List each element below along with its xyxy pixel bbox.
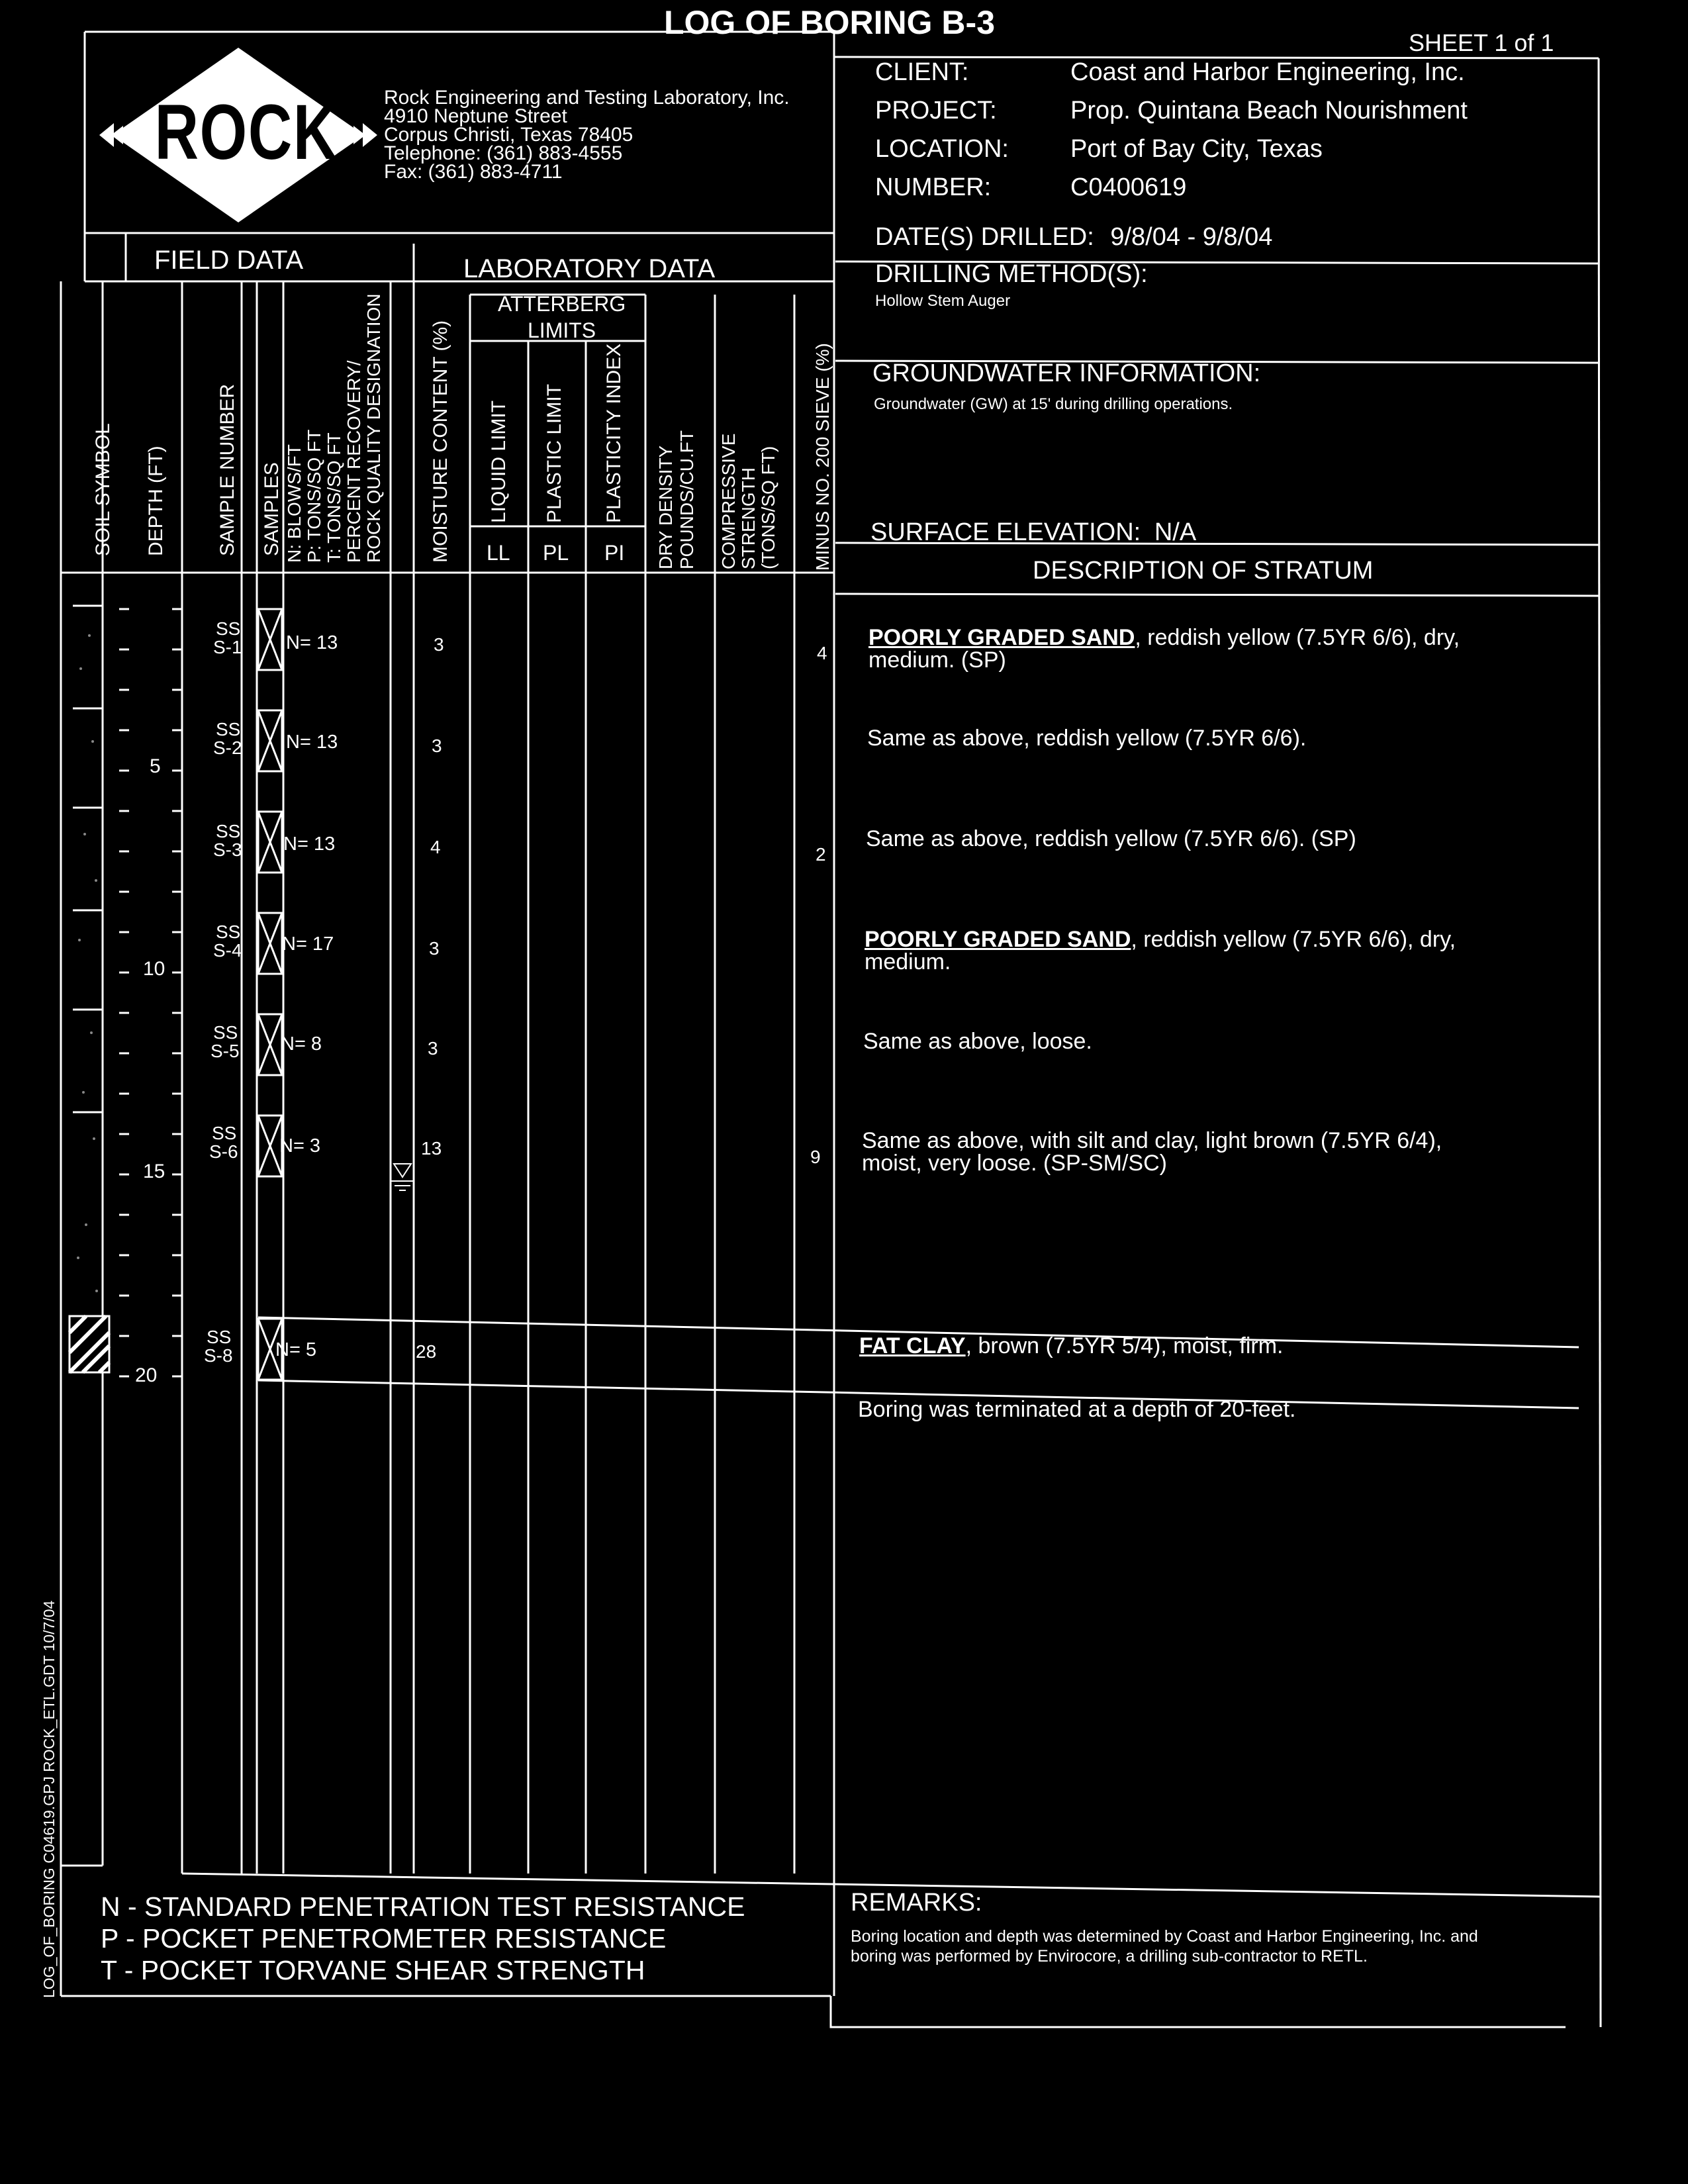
client-label: CLIENT: <box>875 58 969 86</box>
moisture-value: 4 <box>430 837 441 857</box>
page-title: LOG OF BORING B-3 <box>664 4 995 41</box>
sample-id: S-3 <box>213 839 242 860</box>
stratum-line1: Same as above, with silt and clay, light brown (7.5YR 6/4), <box>862 1128 1442 1153</box>
col-field-t: T: TONS/SQ FT <box>324 432 344 563</box>
sample-type: SS <box>207 1327 232 1347</box>
sample-type: SS <box>216 922 241 942</box>
remarks-line1: Boring location and depth was determined by Coast and Harbor Engineering, Inc. and <box>851 1927 1478 1946</box>
project-value: Prop. Quintana Beach Nourishment <box>1070 97 1468 124</box>
number-row <box>875 168 1468 207</box>
drilling-method-label: DRILLING METHOD(S): <box>875 260 1148 288</box>
project-label: PROJECT: <box>875 97 997 124</box>
company-street: 4910 Neptune Street <box>384 105 567 127</box>
stratum-line2: medium. (SP) <box>868 647 1006 673</box>
stratum-description <box>862 1129 1442 1174</box>
stratum-description <box>863 1030 1092 1053</box>
col-field-values <box>285 293 384 563</box>
stratum-description <box>865 928 1456 973</box>
col-dry-density-line1: DRY DENSITY <box>655 445 676 569</box>
sample-id: S-5 <box>211 1041 240 1061</box>
moisture-value: 3 <box>429 938 440 959</box>
stratum-line1: , reddish yellow (7.5YR 6/6), dry, <box>1131 927 1456 952</box>
fat-clay-hatch-symbol <box>70 1316 109 1372</box>
blow-count: N= 13 <box>283 833 336 855</box>
dates-drilled-value: 9/8/04 - 9/8/04 <box>1110 223 1273 251</box>
minus-200-value: 9 <box>810 1147 821 1167</box>
location-value: Port of Bay City, Texas <box>1070 135 1323 163</box>
company-name: Rock Engineering and Testing Laboratory, Inc. <box>384 87 790 109</box>
stratum-line2: moist, very loose. (SP-SM/SC) <box>862 1151 1167 1176</box>
remarks-label: REMARKS: <box>851 1889 982 1917</box>
moisture-value: 13 <box>421 1138 442 1159</box>
file-footer: LOG_OF_BORING C04619.GPJ ROCK_ETL.GDT 10/7/04 <box>40 1600 58 1998</box>
sample-id: S-2 <box>213 737 242 758</box>
stratum-line1: Same as above, reddish yellow (7.5YR 6/6). (SP) <box>866 826 1356 851</box>
legend <box>101 1891 745 1986</box>
stratum-line1: , reddish yellow (7.5YR 6/6), dry, <box>1135 625 1460 650</box>
sample-type: SS <box>212 1123 237 1143</box>
col-compressive <box>719 434 778 569</box>
col-dry-density-line2: POUNDS/CU.FT <box>677 430 697 569</box>
col-compressive-line2: STRENGTH <box>738 467 759 569</box>
col-moisture: MOISTURE CONTENT (%) <box>430 320 451 563</box>
minus-200-value: 2 <box>816 844 826 865</box>
depth-label-15: 15 <box>143 1161 165 1182</box>
surface-elevation-value: N/A <box>1154 518 1197 546</box>
col-plasticity-index: PLASTICITY INDEX <box>603 343 625 523</box>
sample-id: S-4 <box>213 940 242 961</box>
sample-id: S-8 <box>204 1345 233 1366</box>
col-ll-abbrev: LL <box>487 541 510 565</box>
blow-count: N= 13 <box>286 732 338 753</box>
stratum-description <box>868 626 1460 671</box>
col-soil-symbol: SOIL SYMBOL <box>92 423 114 556</box>
depth-label-10: 10 <box>143 958 165 980</box>
blow-count: N= 8 <box>281 1033 322 1055</box>
moisture-value: 3 <box>428 1038 438 1059</box>
company-phone: Telephone: (361) 883-4555 <box>384 142 623 164</box>
stratum-description <box>859 1335 1283 1357</box>
stratum-line1: , brown (7.5YR 5/4), moist, firm. <box>965 1333 1284 1358</box>
col-field-n: N: BLOWS/FT <box>284 444 305 563</box>
col-pi-abbrev: PI <box>604 541 625 565</box>
company-fax: Fax: (361) 883-4711 <box>384 161 563 183</box>
col-dry-density <box>655 430 698 569</box>
legend-p: P - POCKET PENETROMETER RESISTANCE <box>101 1923 667 1954</box>
col-field-p: P: TONS/SQ FT <box>304 429 324 563</box>
stratum-description <box>866 828 1356 850</box>
legend-t: T - POCKET TORVANE SHEAR STRENGTH <box>101 1955 645 1985</box>
stratum-line1: Boring was terminated at a depth of 20-feet. <box>858 1397 1296 1422</box>
company-address <box>384 89 790 181</box>
client-row <box>875 53 1468 91</box>
legend-n: N - STANDARD PENETRATION TEST RESISTANCE <box>101 1891 745 1922</box>
sheet-number: SHEET 1 of 1 <box>1409 29 1554 56</box>
termination-note <box>858 1398 1296 1421</box>
blow-count: N= 13 <box>286 632 338 653</box>
sample-id: S-1 <box>213 637 242 657</box>
blow-count: N= 17 <box>282 933 334 955</box>
blow-count: N= 3 <box>279 1135 321 1157</box>
dates-drilled-label: DATE(S) DRILLED: <box>875 223 1094 251</box>
col-pl-abbrev: PL <box>543 541 569 565</box>
stratum-soil-name: POORLY GRADED SAND <box>865 927 1131 952</box>
col-samples: SAMPLES <box>261 462 283 556</box>
moisture-value: 3 <box>432 736 442 756</box>
stratum-soil-name: POORLY GRADED SAND <box>868 625 1135 650</box>
col-minus-200: MINUS NO. 200 SIEVE (%) <box>812 343 833 571</box>
groundwater-value: Groundwater (GW) at 15' during drilling operations. <box>874 395 1233 413</box>
sample-type: SS <box>216 821 241 841</box>
sample-type: SS <box>216 618 241 639</box>
number-value: C0400619 <box>1070 173 1187 201</box>
atterberg-header-line1: ATTERBERG <box>498 292 626 316</box>
company-city: Corpus Christi, Texas 78405 <box>384 124 633 146</box>
sample-type: SS <box>213 1022 238 1043</box>
stratum-line1: Same as above, reddish yellow (7.5YR 6/6). <box>867 726 1307 751</box>
stratum-line2: medium. <box>865 949 951 974</box>
moisture-value: 3 <box>434 634 444 655</box>
logo-text: ROCK <box>154 89 338 176</box>
location-row <box>875 130 1468 168</box>
sample-id: S-6 <box>209 1141 238 1162</box>
col-plastic-limit: PLASTIC LIMIT <box>543 383 565 523</box>
col-compressive-line3: (TONS/SQ FT) <box>758 446 778 569</box>
laboratory-data-header: LABORATORY DATA <box>463 254 716 283</box>
client-value: Coast and Harbor Engineering, Inc. <box>1070 58 1465 86</box>
remarks-text <box>851 1926 1478 1966</box>
stratum-description <box>867 727 1306 749</box>
depth-label-20: 20 <box>135 1364 158 1386</box>
remarks-line2: boring was performed by Envirocore, a drilling sub-contractor to RETL. <box>851 1947 1368 1966</box>
project-row <box>875 91 1468 130</box>
surface-elevation-label: SURFACE ELEVATION: <box>870 518 1141 546</box>
col-liquid-limit: LIQUID LIMIT <box>488 400 510 523</box>
surface-elevation <box>870 519 1196 546</box>
dates-drilled <box>875 224 1272 250</box>
project-info <box>875 53 1468 207</box>
sample-type: SS <box>216 719 241 739</box>
moisture-value: 28 <box>416 1341 437 1362</box>
stratum-soil-name: FAT CLAY <box>859 1333 966 1358</box>
col-field-recovery: PERCENT RECOVERY/ <box>344 360 364 563</box>
stratum-line1: Same as above, loose. <box>863 1029 1092 1054</box>
col-sample-number: SAMPLE NUMBER <box>216 383 238 556</box>
description-header: DESCRIPTION OF STRATUM <box>1033 557 1374 585</box>
atterberg-header-line2: LIMITS <box>528 318 596 342</box>
blow-count: N= 5 <box>275 1339 317 1360</box>
col-field-rqd: ROCK QUALITY DESIGNATION <box>363 293 384 563</box>
location-label: LOCATION: <box>875 135 1009 163</box>
depth-label-5: 5 <box>150 755 161 777</box>
col-depth: DEPTH (FT) <box>145 446 167 556</box>
groundwater-label: GROUNDWATER INFORMATION: <box>872 359 1261 387</box>
number-label: NUMBER: <box>875 173 992 201</box>
field-data-header: FIELD DATA <box>154 246 304 275</box>
drilling-method-value: Hollow Stem Auger <box>875 292 1011 310</box>
minus-200-value: 4 <box>817 643 827 663</box>
col-compressive-line1: COMPRESSIVE <box>718 433 739 569</box>
